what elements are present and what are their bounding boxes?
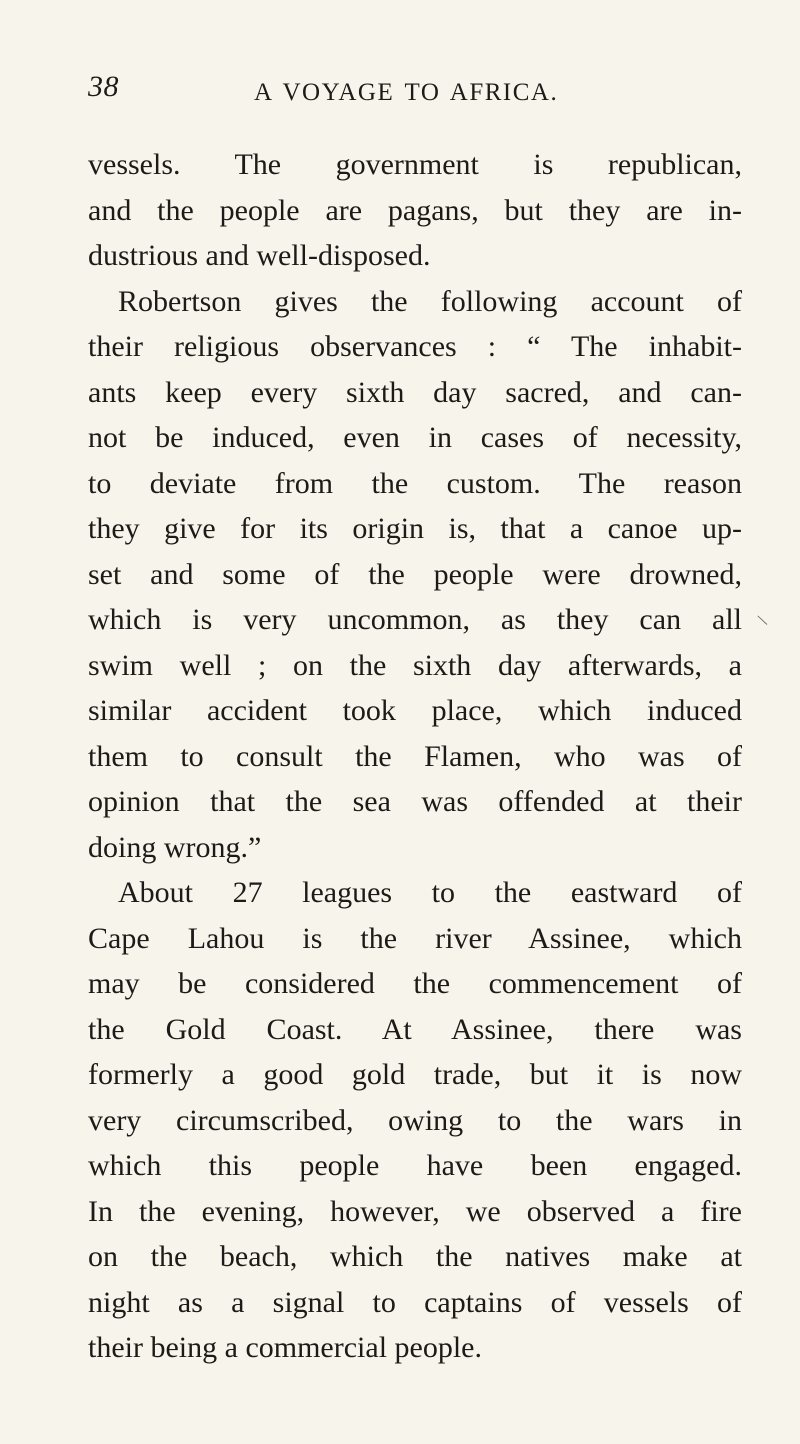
text-line: to deviate from the custom. The reason (88, 466, 742, 500)
text-line: opinion that the sea was offended at their (88, 785, 742, 818)
page-number: 38 (88, 70, 119, 103)
text-line: not be induced, even in cases of necessity, (88, 421, 742, 454)
text-line: the Gold Coast. At Assinee, there was (88, 1012, 742, 1046)
text-line: About 27 leagues to the eastward of (118, 876, 742, 909)
text-line: their being a commercial people. (88, 1331, 482, 1364)
text-line: and the people are pagans, but they are in- (88, 193, 742, 227)
text-line: similar accident took place, which induced (88, 694, 742, 727)
text-line: which this people have been engaged. (88, 1149, 742, 1182)
text-line: very circumscribed, owing to the wars in (88, 1103, 742, 1137)
text-line: dustrious and well-disposed. (88, 239, 431, 272)
text-line: vessels. The government is republican, (88, 148, 742, 181)
text-line: which is very uncommon, as they can all (88, 603, 742, 636)
text-line: they give for its origin is, that a canoe up- (88, 512, 742, 545)
text-line: their religious observances : “ The inhabit- (88, 330, 742, 363)
running-title: A VOYAGE TO AFRICA. (254, 79, 559, 106)
text-line: Cape Lahou is the river Assinee, which (88, 921, 742, 955)
print-mark-icon: \ (755, 610, 770, 631)
text-line: on the beach, which the natives make at (88, 1240, 742, 1273)
text-line: set and some of the people were drowned, (88, 557, 742, 591)
text-line: may be considered the commencement of (88, 967, 742, 1000)
text-line: swim well ; on the sixth day afterwards, a (88, 648, 742, 682)
text-line: them to consult the Flamen, who was of (88, 739, 742, 773)
body-text (88, 142, 742, 1371)
text-line: ants keep every sixth day sacred, and can- (88, 375, 742, 409)
text-line: In the evening, however, we observed a fire (88, 1194, 742, 1228)
text-line: formerly a good gold trade, but it is now (88, 1058, 742, 1091)
text-line: Robertson gives the following account of (118, 284, 742, 318)
text-line: doing wrong.” (88, 830, 262, 864)
text-line: night as a signal to captains of vessels of (88, 1285, 742, 1319)
